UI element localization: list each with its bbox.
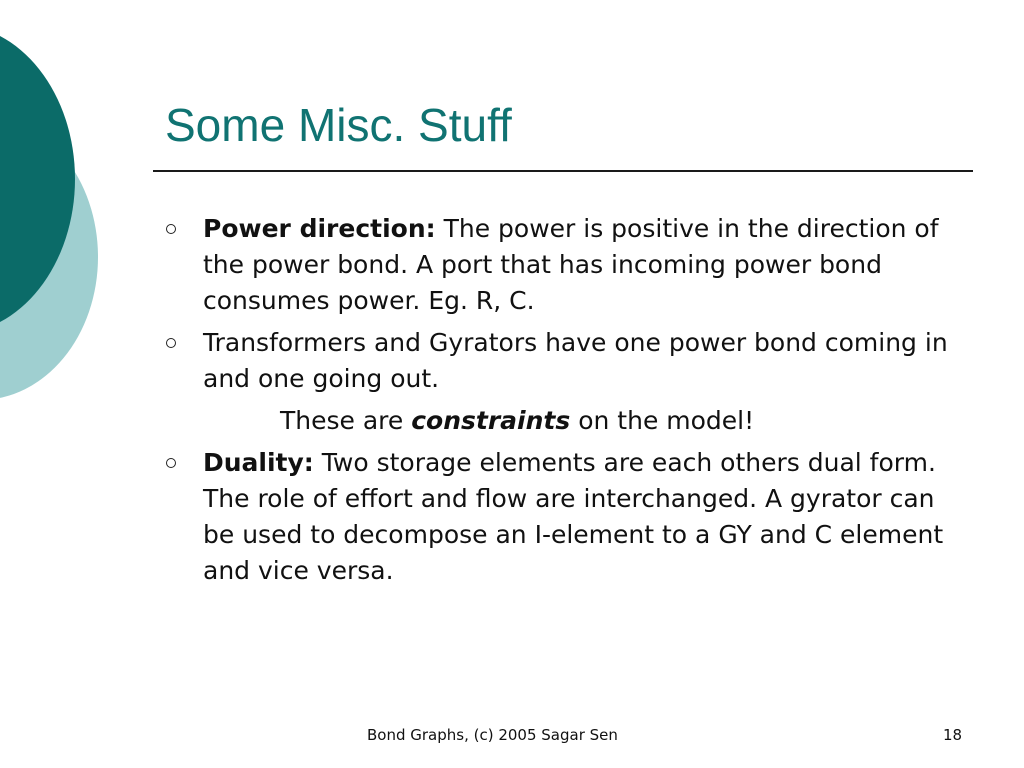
bullet-lead: Power direction: bbox=[203, 214, 436, 243]
hollow-circle-bullet-icon bbox=[166, 338, 176, 348]
bullet-text: The power is positive in the direction of the power bond. A port that has incoming power bond consumes power. Eg. R, C. bbox=[203, 214, 939, 315]
slide-title: Some Misc. Stuff bbox=[165, 99, 512, 151]
note-after: on the model! bbox=[570, 406, 755, 435]
bullet-text: Transformers and Gyrators have one power bond coming in and one going out. bbox=[203, 328, 948, 393]
constraints-note bbox=[163, 403, 953, 439]
bullet-duality bbox=[163, 445, 953, 589]
footer-credit: Bond Graphs, (c) 2005 Sagar Sen bbox=[367, 726, 618, 744]
bullet-power-direction bbox=[163, 211, 953, 319]
bullet-lead: Duality: bbox=[203, 448, 314, 477]
title-divider bbox=[153, 170, 973, 172]
bullet-transformers-gyrators bbox=[163, 325, 953, 397]
note-emphasis: constraints bbox=[411, 406, 571, 435]
hollow-circle-bullet-icon bbox=[166, 224, 176, 234]
hollow-circle-bullet-icon bbox=[166, 458, 176, 468]
note-before: These are bbox=[280, 406, 412, 435]
bullet-text: Two storage elements are each others dual form. The role of effort and flow are interchanged. A gyrator can be used to decompose an I-element to a GY and C element and vice versa. bbox=[203, 448, 944, 585]
slide-body bbox=[163, 211, 953, 595]
page-number: 18 bbox=[943, 726, 963, 744]
